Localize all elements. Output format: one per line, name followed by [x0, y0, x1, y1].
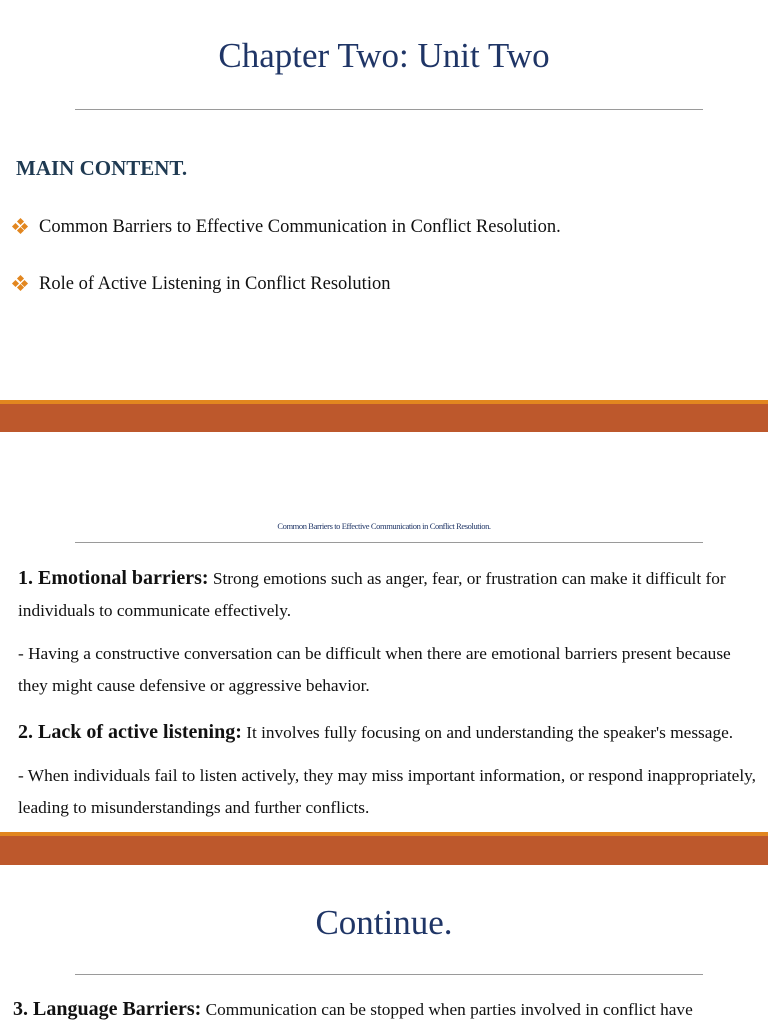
- bullet-item: [13, 217, 561, 238]
- diamond-bullet-icon: [13, 219, 27, 233]
- paragraph-active-listening-detail: [18, 760, 763, 824]
- paragraph-heading: 2. Lack of active listening:: [18, 721, 242, 743]
- bullet-item: [13, 274, 390, 295]
- slide-separator-band: [0, 836, 768, 865]
- bullet-text: Common Barriers to Effective Communication in Conflict Resolution.: [39, 217, 561, 237]
- section-heading: MAIN CONTENT.: [16, 156, 188, 180]
- slide-1: [0, 0, 768, 400]
- paragraph-text: It involves fully focusing on and understanding the speaker's message.: [241, 723, 734, 742]
- diamond-bullet-icon: [13, 276, 27, 290]
- paragraph-emotional-detail: [18, 638, 763, 702]
- paragraph-heading: 3. Language Barriers:: [13, 998, 202, 1020]
- paragraph-text: Strong emotions such as anger, fear, or frustration can make it difficult for individuals to communicate effectively.: [18, 569, 726, 620]
- paragraph-active-listening: [18, 716, 763, 749]
- paragraph-text: Communication can be stopped when parties involved in conflict have: [201, 1000, 693, 1019]
- slide-1-title: Chapter Two: Unit Two: [218, 36, 550, 75]
- paragraph-emotional-barriers: [18, 562, 763, 627]
- paragraph-heading: 1. Emotional barriers:: [18, 567, 209, 589]
- slide-2-divider: [75, 542, 703, 543]
- slide-2-title: Common Barriers to Effective Communication in Conflict Resolution.: [277, 521, 491, 531]
- slide-3-divider: [75, 974, 703, 975]
- slide-2: [0, 432, 768, 832]
- bullet-text: Role of Active Listening in Conflict Resolution: [39, 274, 391, 294]
- slide-separator-band: [0, 404, 768, 432]
- paragraph-text: - Having a constructive conversation can be difficult when there are emotional barriers present because they might cause defensive or aggressive behavior.: [18, 644, 731, 695]
- slide-3-title: Continue.: [315, 903, 453, 942]
- paragraph-language-barriers: [13, 993, 758, 1026]
- paragraph-text: - When individuals fail to listen actively, they may miss important information, or respond inappropriately, leading to misunderstandings and further conflicts.: [18, 766, 756, 817]
- slide-1-divider: [75, 109, 703, 110]
- slide-3: [0, 865, 768, 1024]
